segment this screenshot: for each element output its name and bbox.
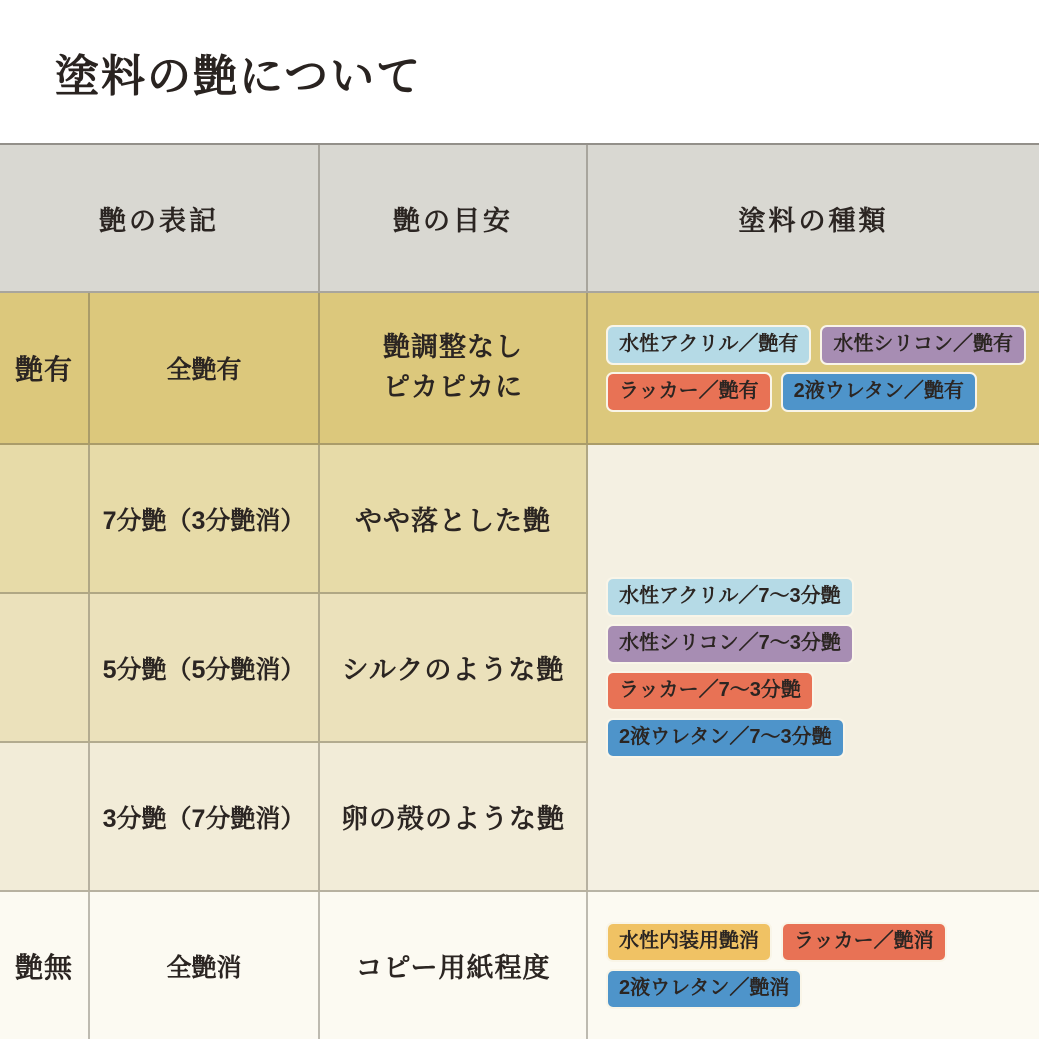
cell-notation-7bu: 7分艶（3分艶消） [90,445,320,594]
badge-line [606,372,977,412]
paint-badge-lacquer-matte: ラッカー／艶消 [781,922,947,962]
paint-badge-urethane-gloss: 2液ウレタン／艶有 [781,372,977,412]
cell-paint-types-matte [588,892,1039,1039]
paint-badge-acrylic-gloss: 水性アクリル／艶有 [606,325,811,365]
badge-line [606,577,854,617]
guide-line-2: ピカピカに [383,372,523,402]
paint-badge-silicone-semi: 水性シリコン／7〜3分艶 [606,624,854,664]
cell-category-matte: 艶無 [0,892,90,1039]
badge-line [606,969,802,1009]
header-gloss-guide: 艶の目安 [320,145,588,293]
cell-category-empty-5bu [0,594,90,743]
page-title: 塗料の艶について [55,52,423,101]
gloss-table [0,143,1039,1039]
cell-category-gloss: 艶有 [0,293,90,445]
badge-line [606,325,1026,365]
paint-badge-urethane-semi: 2液ウレタン／7〜3分艶 [606,718,845,758]
badge-line [606,922,947,962]
cell-guide-matte: コピー用紙程度 [320,892,588,1039]
cell-paint-types-semi-gloss [588,445,1039,892]
cell-guide-3bu: 卵の殻のような艶 [320,743,588,892]
cell-guide-5bu: シルクのような艶 [320,594,588,743]
guide-line-1: 艶調整なし [383,332,523,363]
paint-badge-interior-matte: 水性内装用艶消 [606,922,772,962]
cell-notation-full-gloss: 全艶有 [90,293,320,445]
cell-notation-3bu: 3分艶（7分艶消） [90,743,320,892]
cell-notation-matte: 全艶消 [90,892,320,1039]
paint-badge-acrylic-semi: 水性アクリル／7〜3分艶 [606,577,854,617]
cell-guide-full-gloss [320,293,588,445]
paint-badge-silicone-gloss: 水性シリコン／艶有 [820,325,1026,365]
badge-line [606,624,854,664]
cell-notation-5bu: 5分艶（5分艶消） [90,594,320,743]
cell-category-empty-3bu [0,743,90,892]
cell-guide-7bu: やや落とした艶 [320,445,588,594]
header-paint-types: 塗料の種類 [588,145,1039,293]
cell-category-empty-7bu [0,445,90,594]
header-gloss-notation: 艶の表記 [0,145,320,293]
paint-badge-lacquer-gloss: ラッカー／艶有 [606,372,772,412]
badge-line [606,718,845,758]
badge-line [606,671,814,711]
cell-paint-types-gloss [588,293,1039,445]
paint-badge-urethane-matte: 2液ウレタン／艶消 [606,969,802,1009]
paint-badge-lacquer-semi: ラッカー／7〜3分艶 [606,671,814,711]
